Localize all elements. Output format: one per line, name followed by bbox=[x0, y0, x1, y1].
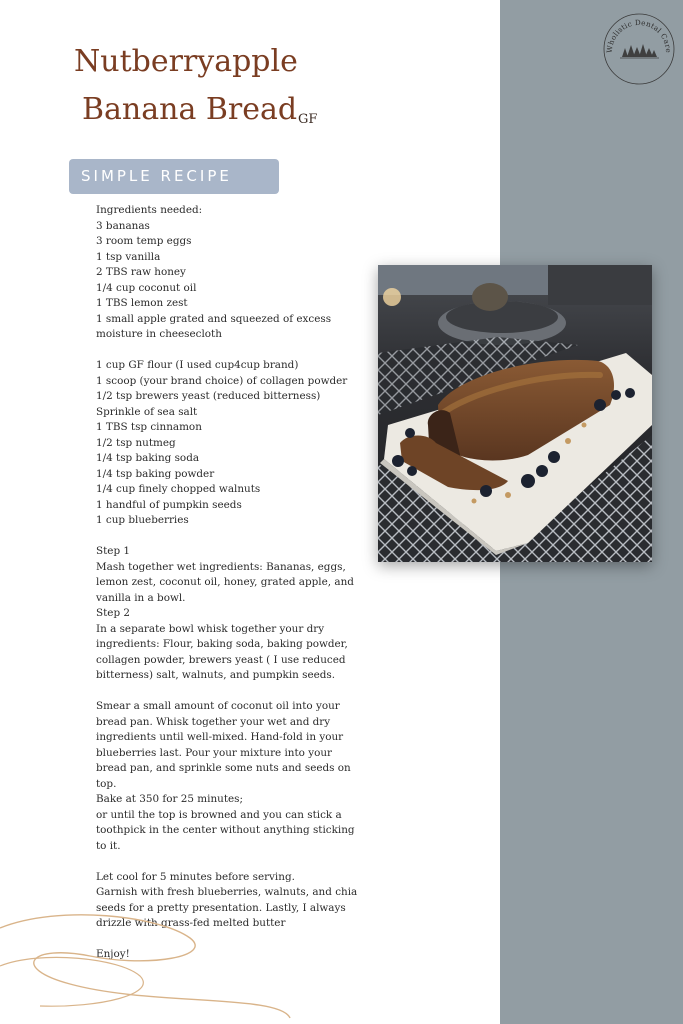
recipe-line: 1 scoop (your brand choice) of collagen powder bbox=[96, 374, 348, 387]
recipe-body bbox=[96, 203, 358, 963]
recipe-line: Sprinkle of sea salt bbox=[96, 405, 198, 418]
recipe-line: Garnish with fresh blueberries, walnuts, and chia bbox=[96, 886, 358, 898]
recipe-line-gap bbox=[96, 529, 358, 545]
recipe-line: Step 2 bbox=[96, 607, 131, 619]
recipe-line: 1/4 cup finely chopped walnuts bbox=[96, 483, 261, 495]
recipe-line: 3 bananas bbox=[96, 219, 150, 232]
recipe-line: bread pan, and sprinkle some nuts and seeds on bbox=[96, 762, 351, 774]
recipe-line: Ingredients needed: bbox=[96, 204, 203, 216]
decorative-swirl bbox=[0, 910, 300, 1024]
recipe-line: 1/4 cup coconut oil bbox=[96, 281, 197, 294]
recipe-line: Smear a small amount of coconut oil into your bbox=[96, 700, 340, 712]
recipe-line: 1/4 tsp baking powder bbox=[96, 467, 215, 480]
recipe-line: 2 TBS raw honey bbox=[96, 266, 186, 278]
recipe-line: collagen powder, brewers yeast ( I use reduced bbox=[96, 653, 346, 666]
simple-recipe-tag: SIMPLE RECIPE bbox=[69, 159, 279, 194]
swirl-line-icon bbox=[0, 910, 300, 1024]
recipe-line: lemon zest, coconut oil, honey, grated apple, and bbox=[96, 576, 354, 588]
brand-logo bbox=[602, 12, 676, 86]
recipe-line-gap bbox=[96, 343, 358, 359]
recipe-line: 1 cup GF flour (I used cup4cup brand) bbox=[96, 359, 299, 371]
recipe-line: vanilla in a bowl. bbox=[96, 591, 186, 604]
recipe-line: 1 cup blueberries bbox=[96, 514, 189, 526]
tree-line-logo-icon bbox=[602, 12, 676, 86]
recipe-line: 1 TBS lemon zest bbox=[96, 297, 188, 309]
recipe-line: blueberries last. Pour your mixture into your bbox=[96, 746, 333, 759]
recipe-line: 1/2 tsp brewers yeast (reduced bitterness) bbox=[96, 390, 321, 402]
recipe-line: In a separate bowl whisk together your dry bbox=[96, 622, 325, 635]
recipe-line: bitterness) salt, walnuts, and pumpkin seeds. bbox=[96, 669, 336, 681]
recipe-line: ingredients: Flour, baking soda, baking powder, bbox=[96, 638, 348, 650]
recipe-line: Mash together wet ingredients: Bananas, eggs, bbox=[96, 560, 346, 573]
logo-text: Wholistic Dental Care bbox=[604, 17, 674, 54]
recipe-line: Let cool for 5 minutes before serving. bbox=[96, 870, 295, 883]
recipe-line: 3 room temp eggs bbox=[96, 235, 192, 247]
recipe-line: 1/2 tsp nutmeg bbox=[96, 436, 176, 449]
recipe-line: bread pan. Whisk together your wet and dry bbox=[96, 715, 331, 728]
recipe-line: moisture in cheesecloth bbox=[96, 328, 222, 340]
recipe-line: 1/4 tsp baking soda bbox=[96, 452, 200, 464]
recipe-line: Step 1 bbox=[96, 545, 131, 557]
banana-bread-photo-icon bbox=[378, 265, 652, 562]
recipe-line: 1 small apple grated and squeezed of excess bbox=[96, 312, 332, 325]
recipe-line: Bake at 350 for 25 minutes; bbox=[96, 793, 244, 805]
recipe-line-gap bbox=[96, 684, 358, 700]
recipe-line: drizzle with grass-fed melted butter bbox=[96, 917, 286, 929]
recipe-line-gap bbox=[96, 854, 358, 870]
recipe-line: Enjoy! bbox=[96, 948, 130, 960]
title-line-2: Banana Bread bbox=[82, 92, 298, 127]
recipe-line: to it. bbox=[96, 839, 121, 852]
recipe-line: toothpick in the center without anything sticking bbox=[96, 824, 355, 836]
recipe-line: or until the top is browned and you can stick a bbox=[96, 808, 342, 821]
recipe-line: 1 TBS tsp cinnamon bbox=[96, 421, 202, 433]
banana-bread-photo bbox=[378, 265, 652, 562]
recipe-line: 1 tsp vanilla bbox=[96, 250, 161, 263]
recipe-line: seeds for a pretty presentation. Lastly, I always bbox=[96, 901, 346, 914]
recipe-line: 1 handful of pumpkin seeds bbox=[96, 498, 242, 511]
gluten-free-label: GF bbox=[298, 112, 318, 127]
recipe-line: top. bbox=[96, 777, 117, 790]
recipe-line: ingredients until well-mixed. Hand-fold in your bbox=[96, 731, 344, 743]
title-line-1: Nutberryapple bbox=[74, 44, 298, 79]
